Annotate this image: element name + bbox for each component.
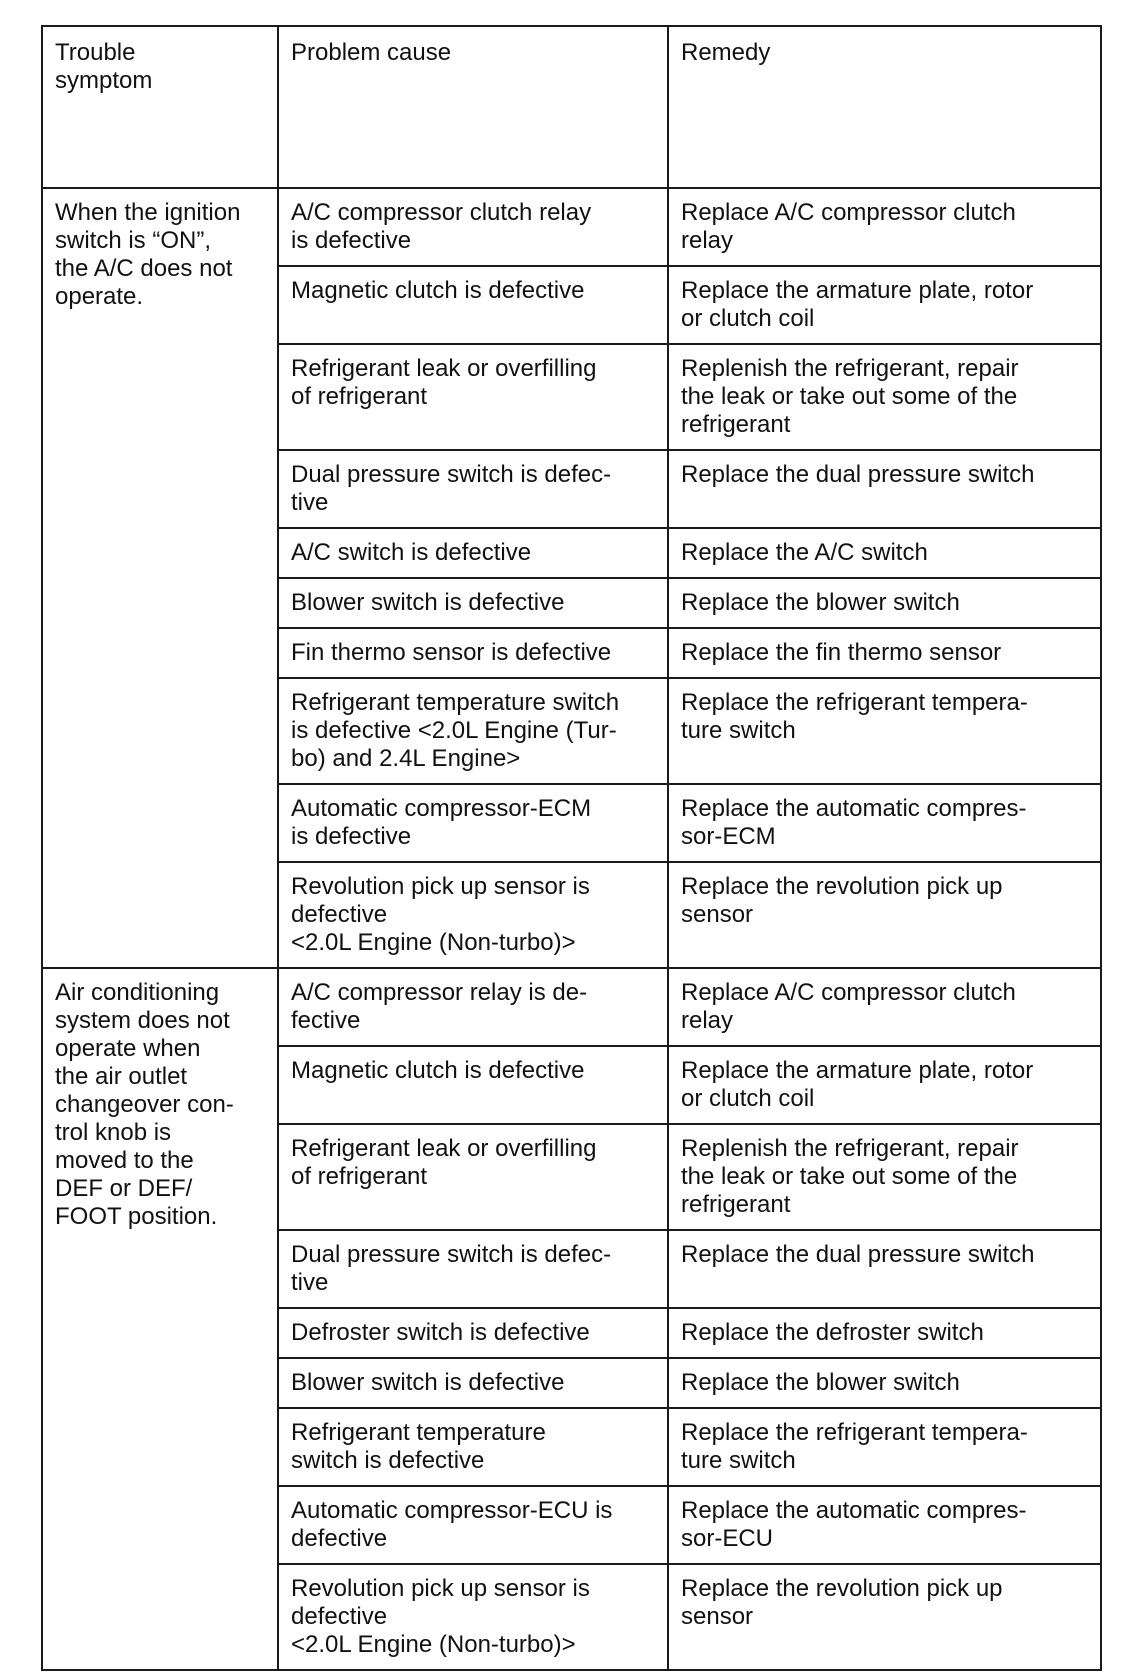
remedy-cell xyxy=(668,628,1101,678)
problem-cause-text: Refrigerant leak or overfilling of refrigerant xyxy=(291,355,597,410)
table-body xyxy=(42,188,1101,1670)
remedy-cell xyxy=(668,1308,1101,1358)
header-problem-cause: Problem cause xyxy=(278,26,668,188)
remedy-cell xyxy=(668,678,1101,784)
problem-cause-cell xyxy=(278,1564,668,1670)
problem-cause-cell xyxy=(278,266,668,344)
problem-cause-text: Dual pressure switch is defec- tive xyxy=(291,461,612,516)
remedy-text: Replace the automatic compres- sor-ECU xyxy=(681,1497,1027,1552)
problem-cause-text: Refrigerant leak or overfilling of refrigerant xyxy=(291,1135,597,1190)
header-remedy: Remedy xyxy=(668,26,1101,188)
remedy-cell xyxy=(668,968,1101,1046)
problem-cause-text: Revolution pick up sensor is defective <2.0L Engine (Non-turbo)> xyxy=(291,873,590,956)
remedy-text: Replace the revolution pick up sensor xyxy=(681,873,1003,928)
remedy-cell xyxy=(668,1358,1101,1408)
problem-cause-text: Blower switch is defective xyxy=(291,1369,565,1396)
problem-cause-cell xyxy=(278,628,668,678)
problem-cause-text: Automatic compressor-ECU is defective xyxy=(291,1497,613,1552)
trouble-symptom-cell xyxy=(42,968,278,1670)
remedy-cell xyxy=(668,528,1101,578)
remedy-cell xyxy=(668,1230,1101,1308)
problem-cause-text: Automatic compressor-ECM is defective xyxy=(291,795,592,850)
remedy-text: Replace the dual pressure switch xyxy=(681,1241,1035,1268)
remedy-text: Replace the refrigerant tempera- ture switch xyxy=(681,1419,1028,1474)
header-trouble-symptom: Trouble symptom xyxy=(42,26,278,188)
problem-cause-cell xyxy=(278,188,668,266)
problem-cause-text: Fin thermo sensor is defective xyxy=(291,639,612,666)
problem-cause-cell xyxy=(278,968,668,1046)
remedy-cell xyxy=(668,188,1101,266)
remedy-text: Replace the armature plate, rotor or clutch coil xyxy=(681,277,1034,332)
problem-cause-cell xyxy=(278,1046,668,1124)
remedy-cell xyxy=(668,1046,1101,1124)
remedy-text: Replace the dual pressure switch xyxy=(681,461,1035,488)
remedy-cell xyxy=(668,266,1101,344)
problem-cause-text: Magnetic clutch is defective xyxy=(291,1057,585,1084)
problem-cause-cell xyxy=(278,1486,668,1564)
problem-cause-cell xyxy=(278,344,668,450)
problem-cause-text: Dual pressure switch is defec- tive xyxy=(291,1241,612,1296)
remedy-cell xyxy=(668,1486,1101,1564)
remedy-text: Replace the blower switch xyxy=(681,1369,960,1396)
remedy-text: Replenish the refrigerant, repair the leak or take out some of the refrigerant xyxy=(681,355,1019,438)
problem-cause-cell xyxy=(278,578,668,628)
remedy-text: Replace the refrigerant tempera- ture switch xyxy=(681,689,1028,744)
remedy-text: Replace the A/C switch xyxy=(681,539,928,566)
remedy-text: Replace the defroster switch xyxy=(681,1319,984,1346)
problem-cause-cell xyxy=(278,1408,668,1486)
remedy-text: Replace A/C compressor clutch relay xyxy=(681,979,1016,1034)
remedy-cell xyxy=(668,1124,1101,1230)
remedy-text: Replace the fin thermo sensor xyxy=(681,639,1002,666)
remedy-cell xyxy=(668,578,1101,628)
problem-cause-text: Revolution pick up sensor is defective <2.0L Engine (Non-turbo)> xyxy=(291,1575,590,1658)
trouble-symptom-text: Air conditioning system does not operate when the air outlet changeover con- trol knob is moved to the DEF or DEF/ FOOT position. xyxy=(55,979,234,1230)
problem-cause-cell xyxy=(278,1230,668,1308)
remedy-text: Replace the automatic compres- sor-ECM xyxy=(681,795,1027,850)
problem-cause-text: Blower switch is defective xyxy=(291,589,565,616)
remedy-cell xyxy=(668,862,1101,968)
remedy-cell xyxy=(668,1408,1101,1486)
remedy-cell xyxy=(668,450,1101,528)
problem-cause-cell xyxy=(278,1358,668,1408)
problem-cause-cell xyxy=(278,784,668,862)
trouble-symptom-text: When the ignition switch is “ON”, the A/C does not operate. xyxy=(55,199,241,310)
remedy-text: Replace the revolution pick up sensor xyxy=(681,1575,1003,1630)
problem-cause-cell xyxy=(278,528,668,578)
table-header-row xyxy=(42,26,1101,188)
problem-cause-text: A/C compressor relay is de- fective xyxy=(291,979,588,1034)
problem-cause-text: A/C switch is defective xyxy=(291,539,532,566)
remedy-text: Replace the blower switch xyxy=(681,589,960,616)
problem-cause-cell xyxy=(278,862,668,968)
problem-cause-cell xyxy=(278,1124,668,1230)
remedy-cell xyxy=(668,344,1101,450)
remedy-cell xyxy=(668,784,1101,862)
problem-cause-text: A/C compressor clutch relay is defective xyxy=(291,199,592,254)
remedy-cell xyxy=(668,1564,1101,1670)
table-row xyxy=(42,968,1101,1046)
problem-cause-text: Magnetic clutch is defective xyxy=(291,277,585,304)
trouble-symptom-cell xyxy=(42,188,278,968)
problem-cause-text: Refrigerant temperature switch is defective xyxy=(291,1419,546,1474)
remedy-text: Replenish the refrigerant, repair the leak or take out some of the refrigerant xyxy=(681,1135,1019,1218)
problem-cause-cell xyxy=(278,450,668,528)
problem-cause-text: Defroster switch is defective xyxy=(291,1319,590,1346)
problem-cause-cell xyxy=(278,678,668,784)
troubleshooting-table xyxy=(41,25,1102,1671)
table-row xyxy=(42,188,1101,266)
remedy-text: Replace the armature plate, rotor or clutch coil xyxy=(681,1057,1034,1112)
problem-cause-text: Refrigerant temperature switch is defective <2.0L Engine (Tur- bo) and 2.4L Engine> xyxy=(291,689,620,772)
problem-cause-cell xyxy=(278,1308,668,1358)
remedy-text: Replace A/C compressor clutch relay xyxy=(681,199,1016,254)
